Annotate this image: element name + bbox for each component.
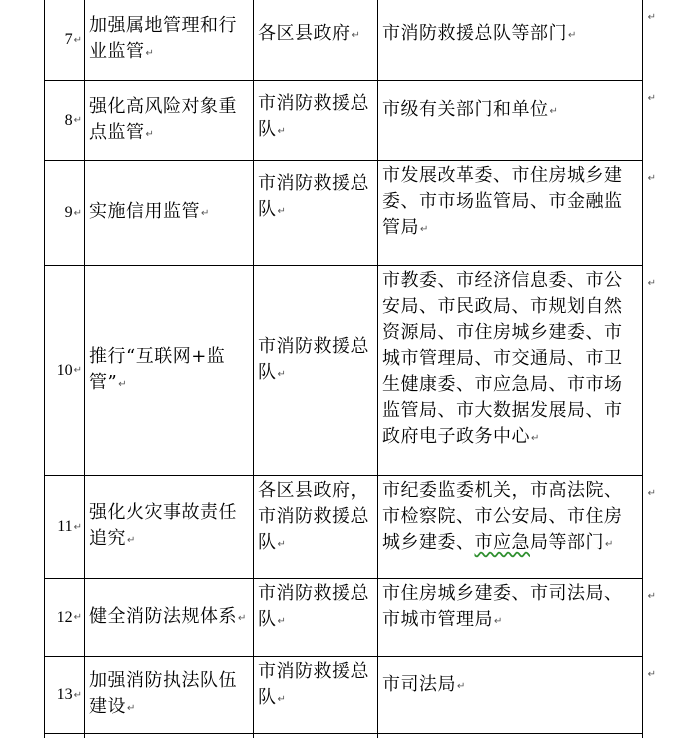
task-cell: [85, 81, 254, 160]
lead-unit-cell: [254, 266, 378, 475]
coop-unit-text: 市住房城乡建委、市司法局、市城市管理局: [382, 583, 623, 630]
paragraph-mark-icon: ↵: [277, 539, 287, 550]
table-row: [45, 0, 656, 81]
paragraph-mark-icon: ↵: [277, 206, 287, 217]
lead-unit-cell: [254, 734, 378, 738]
coop-unit-text: 市消防救援总队等部门: [382, 23, 567, 44]
table-row: [45, 266, 656, 476]
task-text: 实施信用监管: [89, 201, 200, 222]
paragraph-mark-icon: ↵: [605, 539, 614, 550]
task-cell: [85, 579, 254, 656]
coop-unit-cell: [378, 161, 656, 265]
lead-unit-text: 市消防救援总队: [258, 336, 369, 383]
task-cell: [85, 657, 254, 733]
row-number: 11: [57, 518, 73, 535]
paragraph-mark-icon: ↵: [73, 689, 82, 701]
row-number-cell: [45, 476, 85, 578]
lead-unit-cell: [254, 81, 378, 160]
row-number-cell: [45, 0, 85, 80]
lead-unit-cell: [254, 476, 378, 578]
task-text: 加强属地管理和行业监管: [89, 15, 237, 62]
row-end-mark-icon: ↵: [647, 93, 656, 104]
coop-unit-cell: [378, 266, 656, 475]
paragraph-mark-icon: ↵: [73, 612, 82, 623]
coop-unit-cell: [378, 476, 656, 578]
coop-unit-text: 市级有关部门和单位: [382, 99, 549, 120]
row-number-cell: [45, 266, 85, 475]
task-text: 健全消防法规体系: [89, 605, 237, 627]
lead-unit-text: 市消防救援总队: [258, 661, 369, 708]
coop-unit-cell: [378, 657, 656, 733]
task-text: 推行“互联网+监管”: [89, 345, 226, 393]
table-row: [45, 657, 656, 734]
lead-unit-cell: [254, 657, 378, 733]
lead-unit-text: 各区县政府，市消防救援总队: [258, 480, 369, 553]
paragraph-mark-icon: ↵: [457, 681, 466, 692]
paragraph-mark-icon: ↵: [145, 48, 155, 59]
task-text: 加强消防执法队伍建设: [89, 670, 237, 717]
task-cell: [85, 161, 254, 265]
paragraph-mark-icon: ↵: [73, 115, 82, 126]
paragraph-mark-icon: ↵: [568, 30, 577, 41]
row-end-mark-icon: ↵: [647, 12, 656, 23]
row-number-cell: [45, 161, 85, 265]
task-cell: [85, 734, 254, 738]
lead-unit-text: 各区县政府: [258, 23, 351, 44]
row-number: 8: [64, 111, 73, 129]
row-number-cell: [45, 81, 85, 160]
paragraph-mark-icon: ↵: [73, 207, 82, 219]
lead-unit-text: 市消防救援总队: [258, 173, 369, 220]
task-text: 强化火灾事故责任追究: [89, 502, 237, 549]
paragraph-mark-icon: ↵: [277, 369, 287, 380]
row-number: 10: [56, 361, 73, 379]
row-end-mark-icon: ↵: [647, 669, 656, 680]
table-row: [45, 476, 656, 579]
paragraph-mark-icon: ↵: [73, 365, 82, 376]
task-cell: [85, 266, 254, 475]
paragraph-mark-icon: ↵: [420, 224, 429, 235]
lead-unit-text: 市消防救援总队: [258, 93, 369, 140]
paragraph-mark-icon: ↵: [238, 612, 247, 624]
table-row: [45, 579, 656, 657]
coop-unit-text-tail: 局等部门: [530, 532, 604, 553]
paragraph-mark-icon: ↵: [277, 126, 287, 137]
paragraph-mark-icon: ↵: [277, 694, 287, 705]
lead-unit-text: 市消防救援总队: [258, 583, 369, 630]
row-number: 7: [64, 31, 73, 48]
coop-unit-text-flagged: 市应急: [474, 532, 530, 553]
task-cell: [85, 476, 254, 578]
lead-unit-cell: [254, 579, 378, 656]
paragraph-mark-icon: ↵: [73, 34, 82, 46]
row-number-cell: [45, 579, 85, 656]
coop-unit-cell: [378, 579, 656, 656]
table-row: [45, 161, 656, 266]
row-number-cell: [45, 734, 85, 738]
table-row: [45, 81, 656, 161]
paragraph-mark-icon: ↵: [494, 616, 503, 627]
row-number: 9: [64, 204, 73, 221]
table-row-partial: [45, 734, 643, 738]
coop-unit-cell: [378, 0, 656, 80]
coop-unit-text: 市教委、市经济信息委、市公安局、市民政局、市规划自然资源局、市住房城乡建委、市城市管理局、市交通局、市卫生健康委、市应急局、市市场监管局、市大数据发展局、市政府电子政务中心: [382, 270, 623, 447]
paragraph-mark-icon: ↵: [277, 616, 287, 627]
paragraph-mark-icon: ↵: [127, 535, 136, 546]
paragraph-mark-icon: ↵: [351, 30, 361, 41]
coop-unit-text: 市司法局: [382, 674, 456, 695]
paragraph-mark-icon: ↵: [118, 378, 128, 390]
lead-unit-cell: [254, 0, 378, 80]
task-cell: [85, 0, 254, 80]
task-table: [44, 0, 656, 738]
paragraph-mark-icon: ↵: [201, 208, 210, 219]
row-end-mark-icon: ↵: [647, 278, 656, 289]
row-number: 13: [56, 686, 73, 703]
row-number: 12: [56, 608, 73, 626]
coop-unit-cell: [378, 81, 656, 160]
paragraph-mark-icon: ↵: [549, 106, 559, 117]
paragraph-mark-icon: ↵: [531, 433, 540, 444]
coop-unit-cell: [378, 734, 643, 738]
task-text: 强化高风险对象重点监管: [89, 95, 237, 143]
lead-unit-cell: [254, 161, 378, 265]
coop-unit-text: 市纪委监委机关，市高法院、市检察院、市公安局、市住房城乡建委、: [382, 480, 623, 553]
row-end-mark-icon: ↵: [647, 173, 656, 184]
paragraph-mark-icon: ↵: [145, 128, 155, 140]
paragraph-mark-icon: ↵: [127, 703, 136, 714]
coop-unit-text: 市发展改革委、市住房城乡建委、市市场监管局、市金融监管局: [382, 165, 623, 238]
row-end-mark-icon: ↵: [647, 591, 656, 602]
paragraph-mark-icon: ↵: [73, 521, 82, 533]
row-end-mark-icon: ↵: [647, 488, 656, 499]
row-number-cell: [45, 657, 85, 733]
